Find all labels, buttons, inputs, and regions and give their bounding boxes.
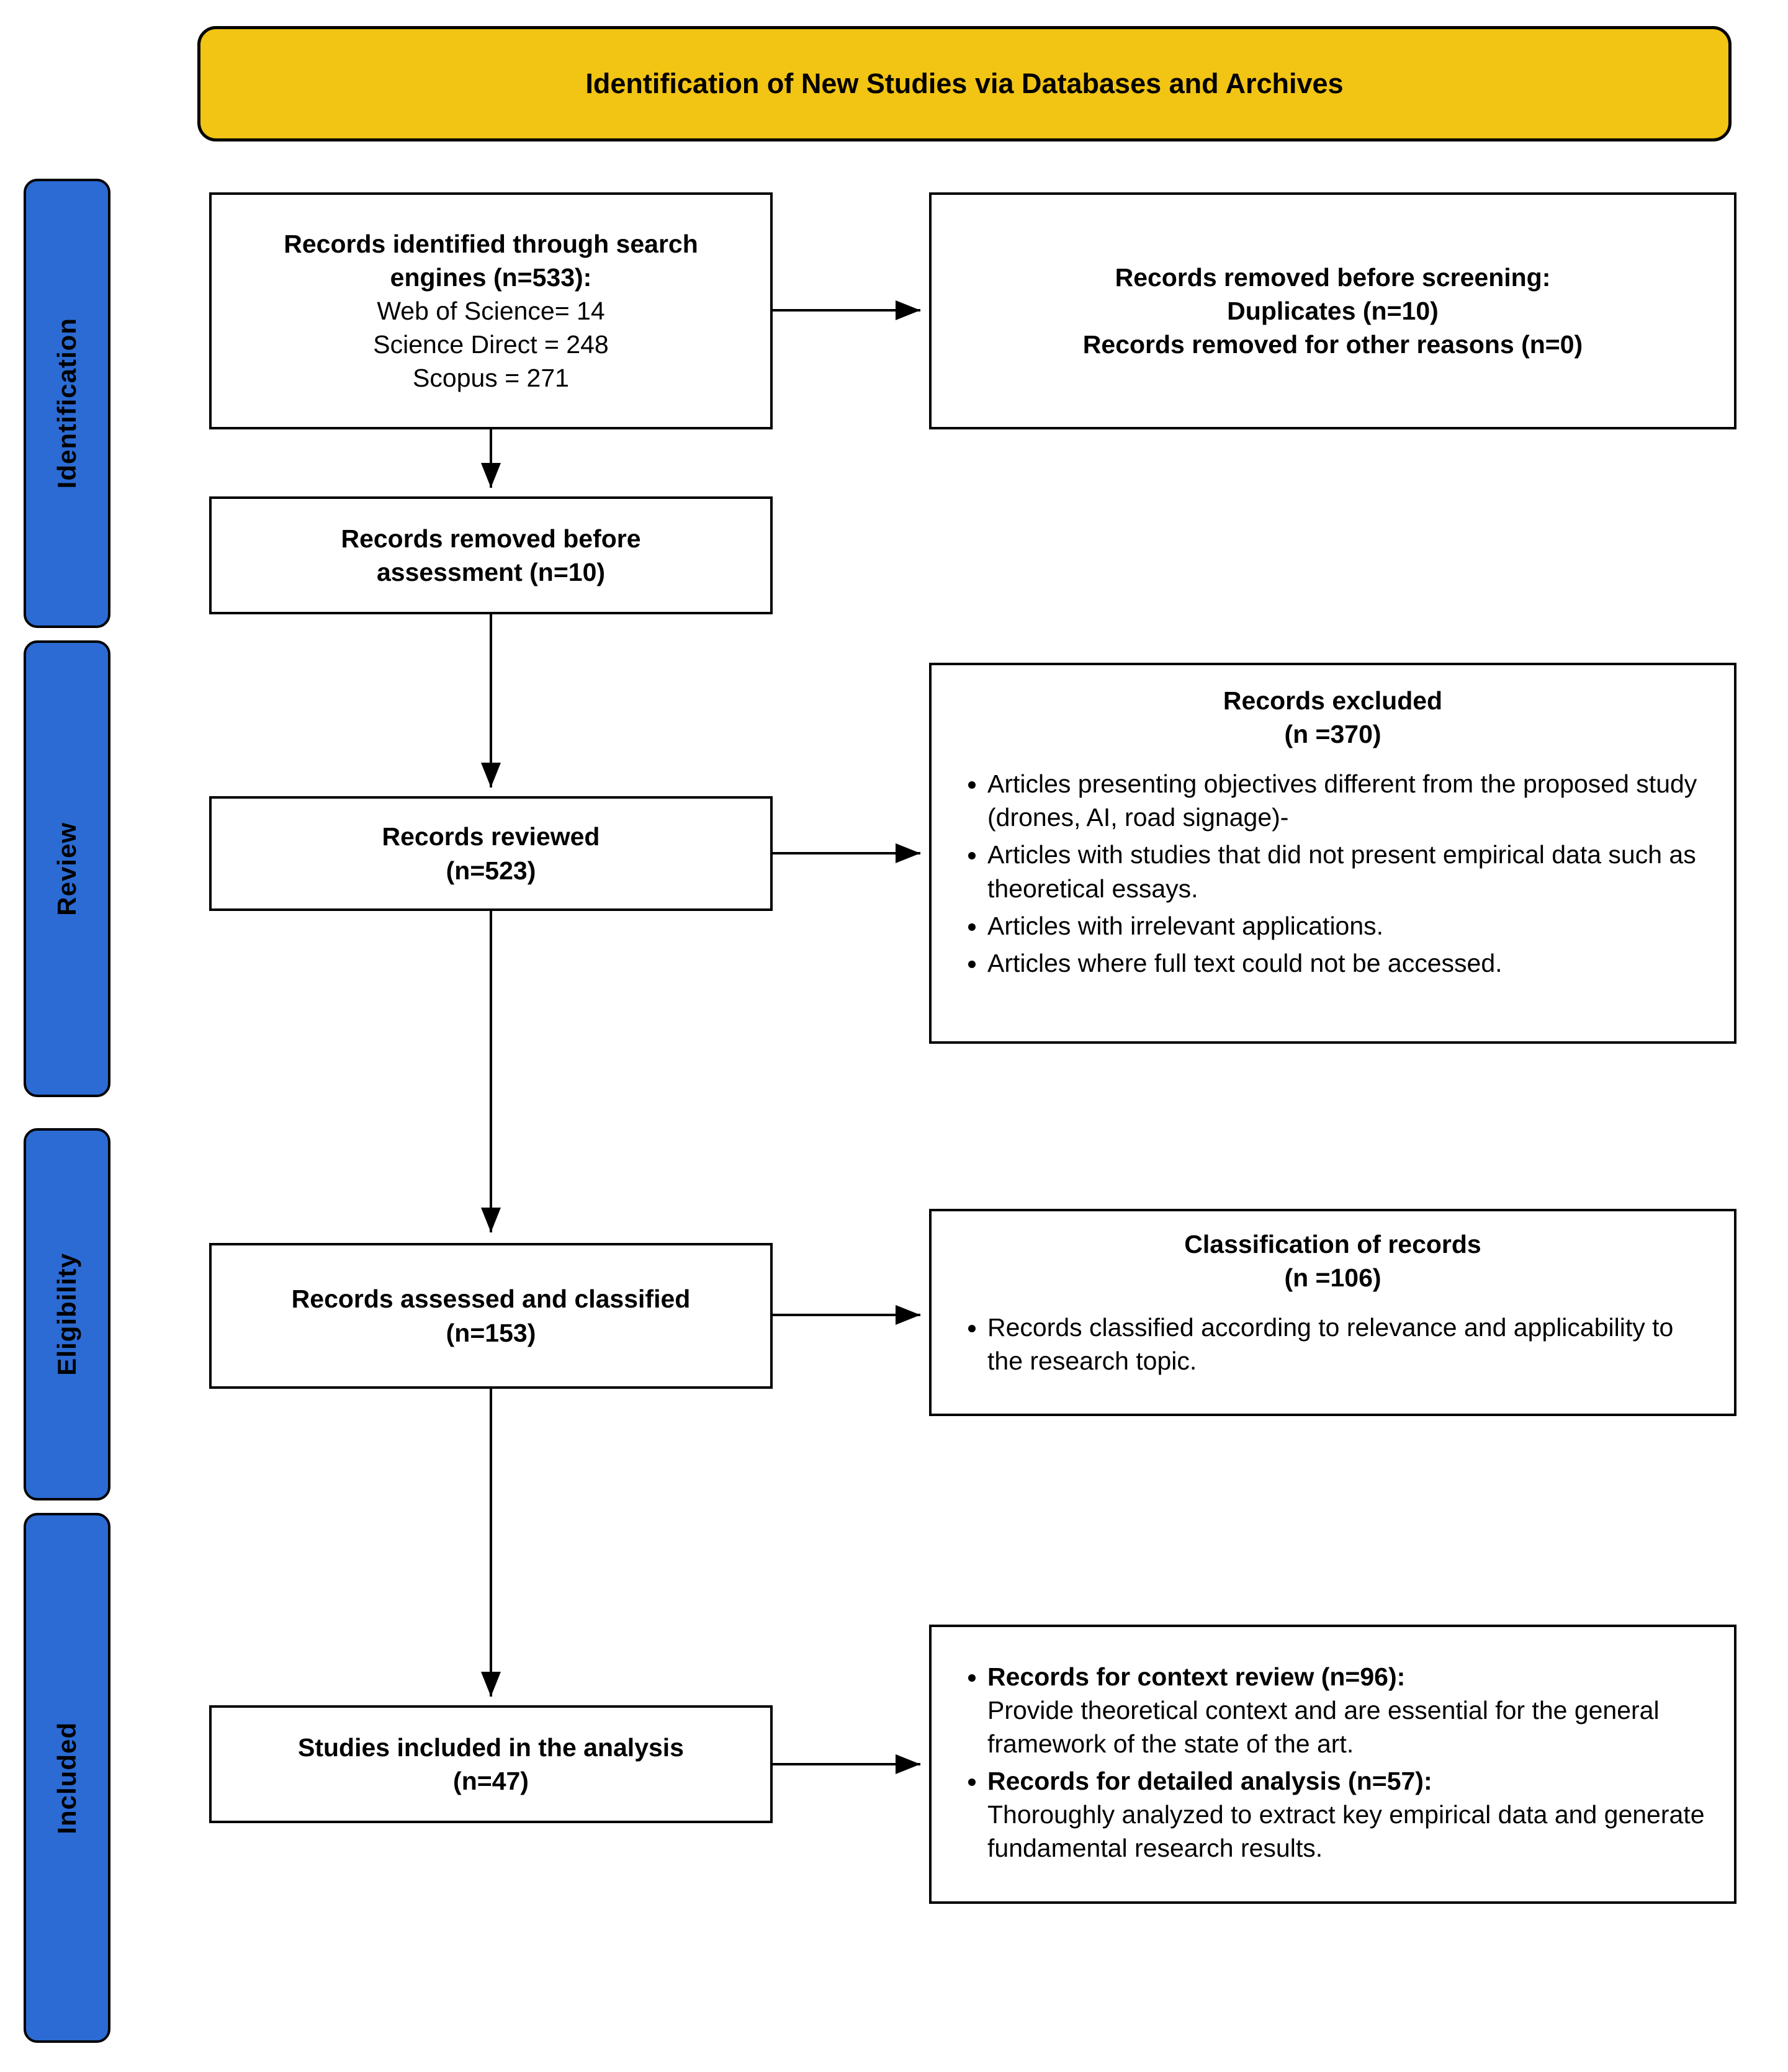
- removed-screening-line1: Records removed before screening:: [1115, 262, 1551, 292]
- classification-bullet-list: [932, 1311, 1734, 1378]
- removed-assessment-line2: assessment (n=10): [376, 558, 606, 586]
- stage-review-label: Review: [52, 822, 81, 916]
- box-removed-before-assessment: [209, 496, 773, 614]
- box-classification-of-records: [929, 1209, 1736, 1416]
- classification-bullet: • Records classified according to relevance and applicability to the research topic.: [987, 1311, 1709, 1378]
- records-reviewed-count: (n=523): [446, 856, 536, 885]
- excluded-bullet: • Articles presenting objectives different from the proposed study (drones, AI, road signage)-: [987, 767, 1709, 834]
- excluded-bullet: • Articles with irrelevant applications.: [987, 909, 1709, 943]
- excluded-bullet: • Articles where full text could not be accessed.: [987, 946, 1709, 980]
- records-excluded-title: Records excluded: [1223, 686, 1443, 715]
- detailed-analysis-text: Thoroughly analyzed to extract key empirical data and generate fundamental research results.: [987, 1800, 1705, 1863]
- included-detail-bullet: [987, 1660, 1709, 1760]
- removed-screening-line2: Duplicates (n=10): [1227, 296, 1439, 325]
- records-assessed-title: Records assessed and classified: [291, 1285, 691, 1314]
- context-review-text: Provide theoretical context and are essential for the general framework of the state of the art.: [987, 1695, 1660, 1758]
- studies-included-count: (n=47): [453, 1767, 529, 1795]
- records-reviewed-title: Records reviewed: [382, 822, 600, 851]
- records-excluded-bullet-list: [932, 767, 1734, 980]
- records-identified-title-line1: Records identified through search: [284, 229, 698, 258]
- studies-included-title: Studies included in the analysis: [298, 1733, 684, 1762]
- removed-assessment-line1: Records removed before: [341, 524, 641, 553]
- records-identified-source-scopus: Scopus = 271: [413, 364, 569, 393]
- included-detail-bullet-list: [932, 1660, 1734, 1869]
- records-excluded-count: (n =370): [1284, 720, 1381, 749]
- box-included-detail: [929, 1625, 1736, 1904]
- box-records-assessed: [209, 1243, 773, 1389]
- records-identified-title-line2: engines (n=533):: [390, 262, 592, 292]
- box-studies-included: [209, 1705, 773, 1823]
- classification-title: Classification of records: [1184, 1230, 1481, 1258]
- detailed-analysis-label: • Records for detailed analysis (n=57):: [987, 1767, 1432, 1795]
- context-review-label: • Records for context review (n=96):: [987, 1662, 1406, 1691]
- box-records-reviewed: [209, 796, 773, 911]
- stage-eligibility: [24, 1128, 110, 1500]
- classification-count: (n =106): [1284, 1263, 1381, 1293]
- box-records-excluded: [929, 663, 1736, 1044]
- removed-screening-line3: Records removed for other reasons (n=0): [1082, 330, 1583, 359]
- excluded-bullet: • Articles with studies that did not present empirical data such as theoretical essays.: [987, 838, 1709, 905]
- stage-eligibility-label: Eligibility: [52, 1253, 81, 1376]
- stage-identification-label: Identification: [52, 318, 81, 489]
- included-detail-bullet: [987, 1764, 1709, 1865]
- stage-included-label: Included: [52, 1721, 81, 1834]
- stage-identification: [24, 179, 110, 628]
- records-identified-source-wos: Web of Science= 14: [377, 296, 605, 325]
- records-assessed-count: (n=153): [446, 1318, 536, 1347]
- header-banner: [197, 26, 1732, 141]
- diagram-title: Identification of New Studies via Databases and Archives: [585, 68, 1344, 99]
- stage-review: [24, 640, 110, 1097]
- box-removed-before-screening: [929, 192, 1736, 429]
- box-records-identified: [209, 192, 773, 429]
- records-identified-source-sd: Science Direct = 248: [373, 330, 609, 359]
- stage-included: [24, 1513, 110, 2043]
